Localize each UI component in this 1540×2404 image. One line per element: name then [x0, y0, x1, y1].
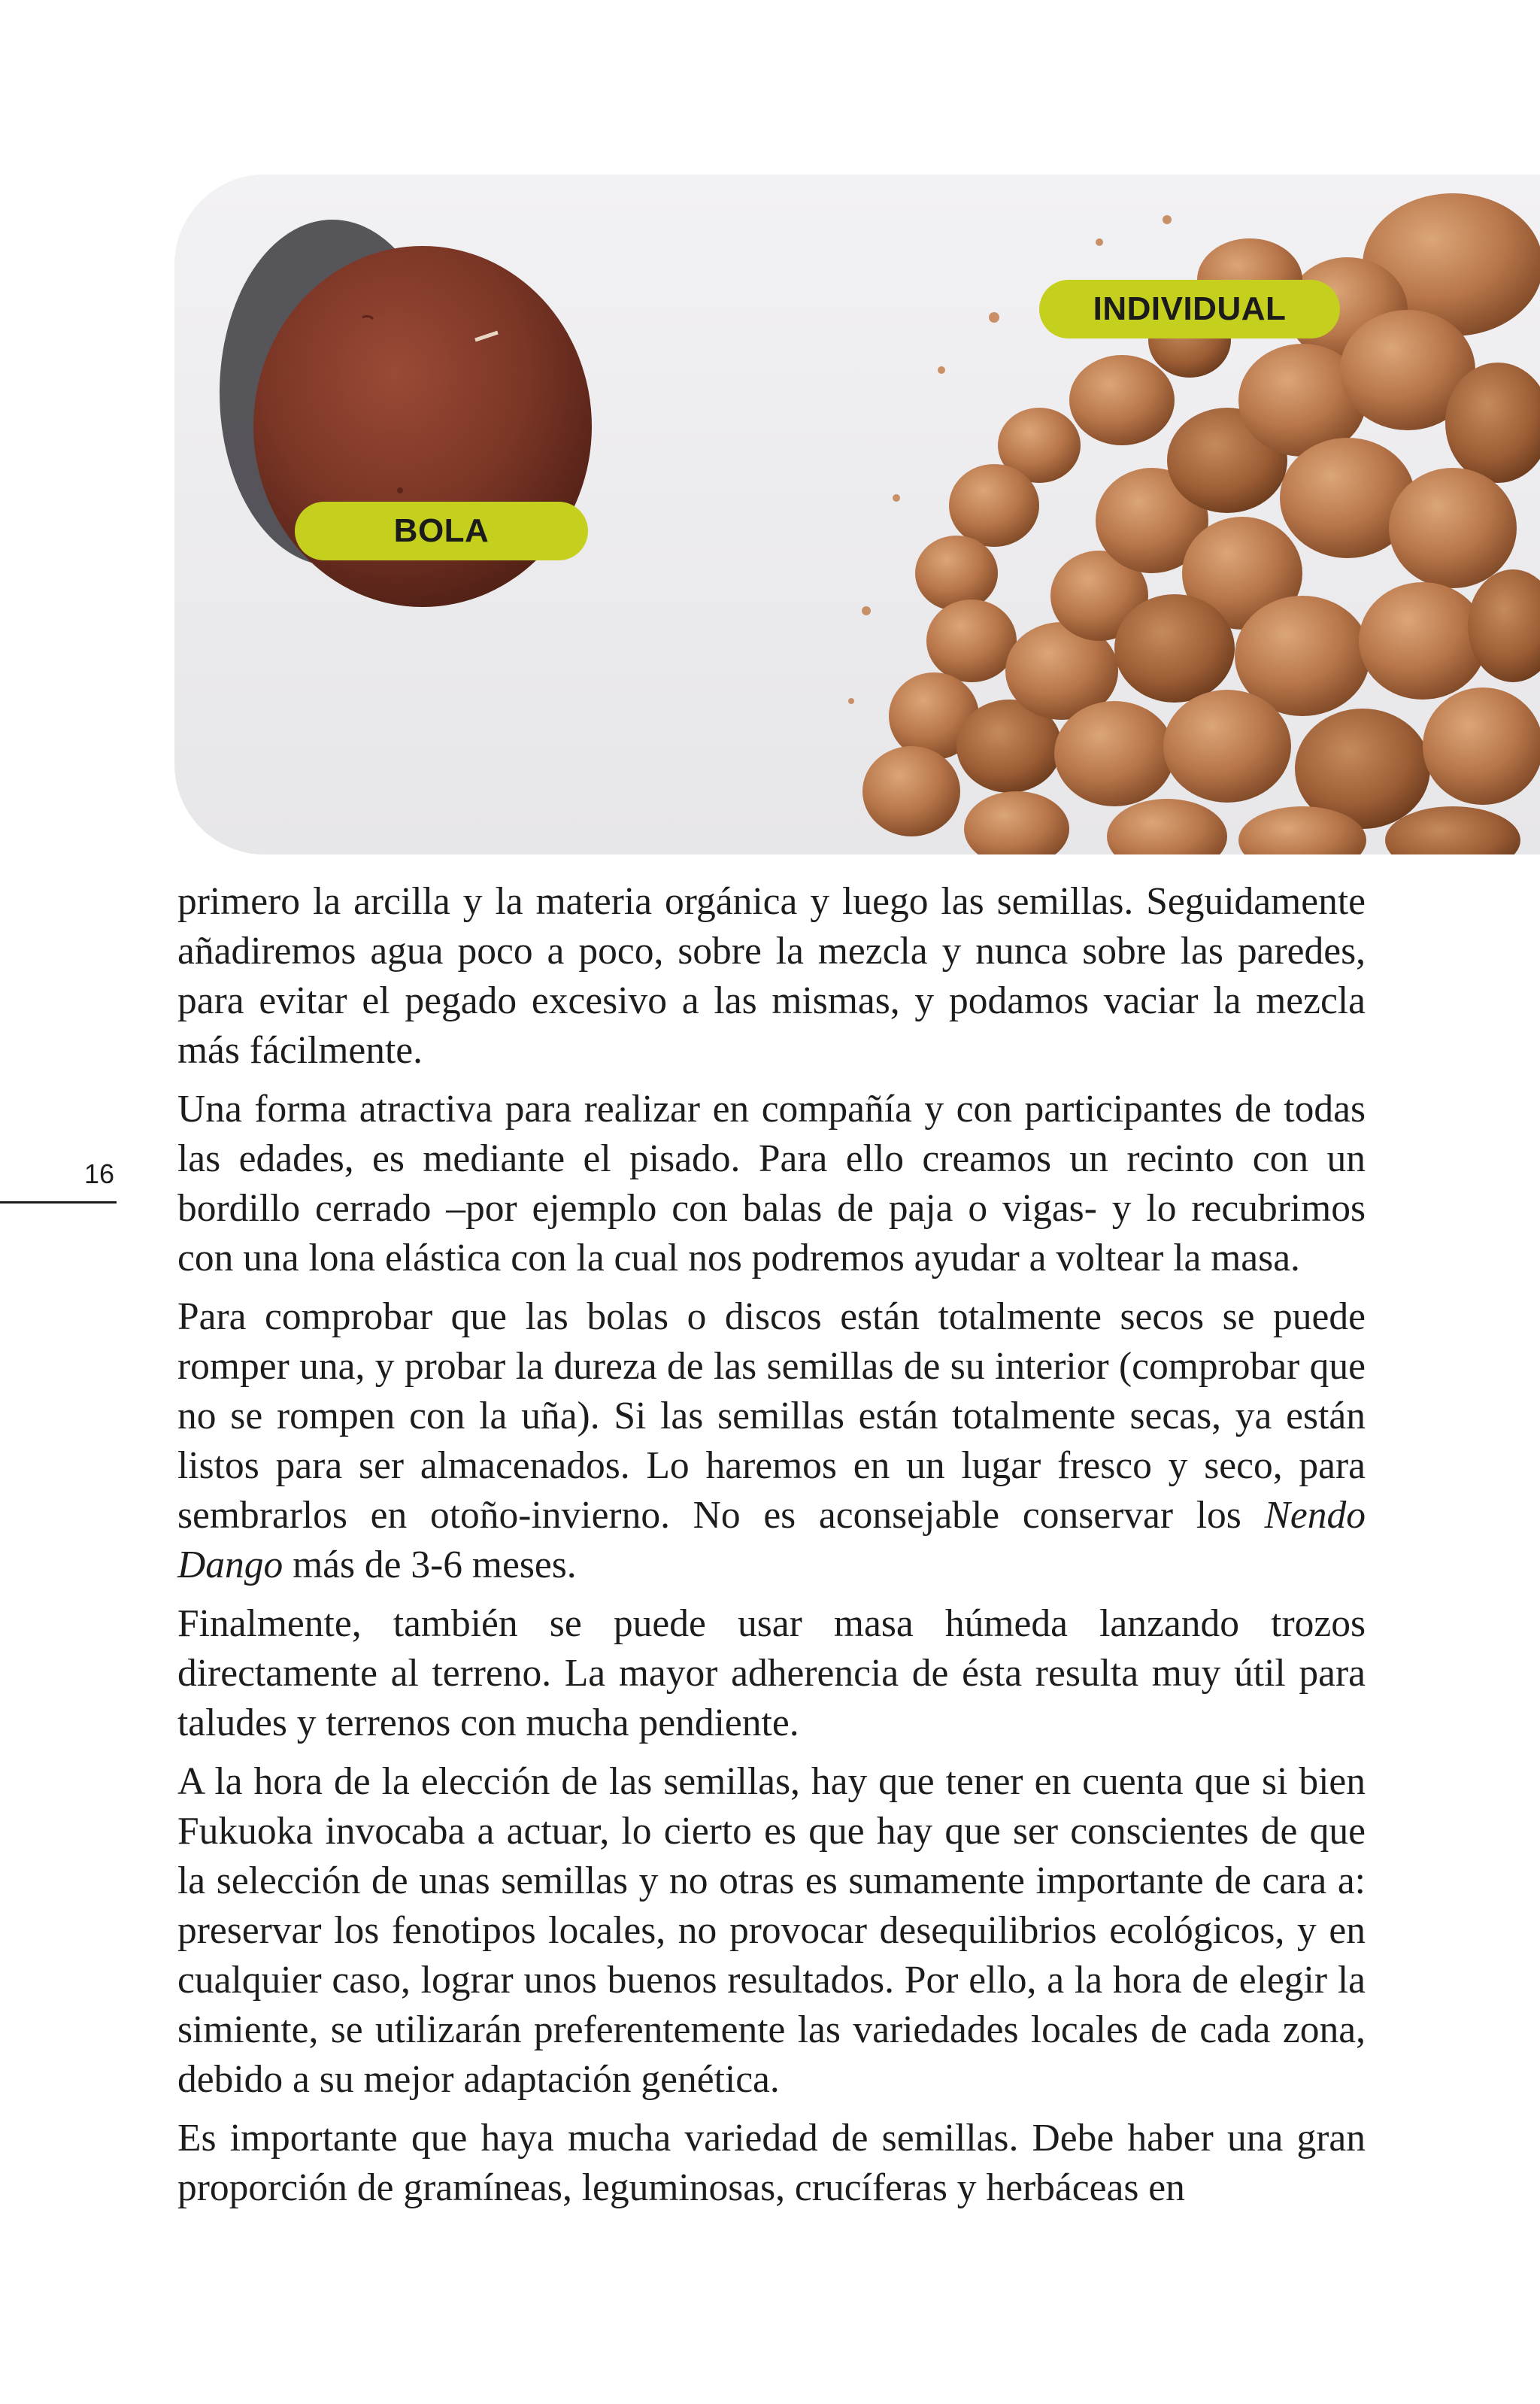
- label-bola: BOLA: [295, 502, 588, 560]
- paragraph: Es importante que haya mucha variedad de semillas. Debe haber una gran proporción de gramíneas, leguminosas, crucíferas y herbáceas en: [177, 2117, 1366, 2209]
- paragraph: primero la arcilla y la materia orgánica y luego las semillas. Seguidamente añadiremos agua poco a poco, sobre la mezcla y nunca sobre las paredes, para evitar el pegado excesivo a las mismas, y podamos vaciar la mezcla más fácilmente.: [177, 880, 1366, 1072]
- body-text: [177, 877, 1366, 2222]
- italic-term: Nendo Dango: [177, 1494, 1366, 1586]
- page-number-rule: [0, 1201, 117, 1204]
- page-number: 16: [84, 1158, 115, 1189]
- paragraph: A la hora de la elección de las semillas, hay que tener en cuenta que si bien Fukuoka invocaba a actuar, lo cierto es que hay que ser conscientes de que la selección de unas semillas y no otras es sumamente importante de cara a: preservar los fenotipos locales, no provocar desequilibrios ecológicos, y en cualquier caso, lograr unos buenos resultados. Por ello, a la hora de elegir la simiente, se utilizarán preferentemente las variedades locales de cada zona, debido a su mejor adaptación genética.: [177, 1760, 1366, 2101]
- label-individual: INDIVIDUAL: [1039, 280, 1340, 338]
- paragraph: Una forma atractiva para realizar en compañía y con participantes de todas las edades, es mediante el pisado. Para ello creamos un recinto con un bordillo cerrado –por ejemplo con balas de paja o vigas- y lo recubrimos con una lona elástica con la cual nos podremos ayudar a voltear la masa.: [177, 1088, 1366, 1279]
- paragraph-text: Para comprobar que las bolas o discos están totalmente secos se puede romper una, y probar la dureza de las semillas de su interior (comprobar que no se rompen con la uña). Si las semillas están totalmente secas, ya están listos para ser almacenados. Lo haremos en un lugar fresco y seco, para sembrarlos en otoño-invierno. No es aconsejable conservar los: [177, 1295, 1366, 1537]
- paragraph-text: más de 3-6 meses.: [283, 1543, 577, 1586]
- paragraph: [177, 1292, 1366, 1590]
- paragraph: Finalmente, también se puede usar masa húmeda lanzando trozos directamente al terreno. La mayor adherencia de ésta resulta muy útil para taludes y terrenos con mucha pendiente.: [177, 1602, 1366, 1744]
